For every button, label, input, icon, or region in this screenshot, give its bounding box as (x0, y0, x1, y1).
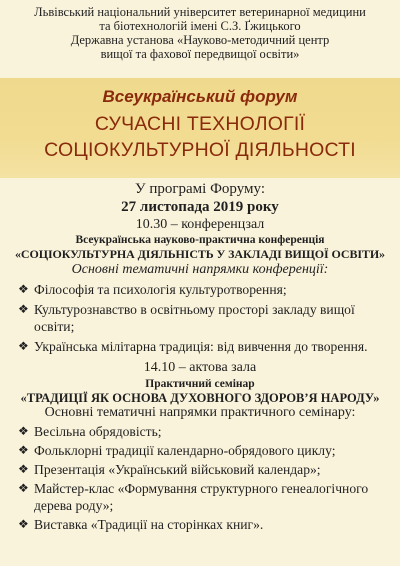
list-item (18, 480, 388, 514)
list-item-text: Презентація «Український військовий календар»; (34, 462, 321, 477)
list-item (18, 423, 388, 440)
list-item-text: Культурознавство в освітньому просторі закладу вищої освіти; (34, 302, 355, 334)
bullet-icon: ❖ (18, 424, 29, 438)
list-item-text: Виставка «Традиції на сторінках книг». (34, 517, 264, 532)
conference-topics-list (18, 281, 388, 358)
list-item-text: Весільна обрядовість; (34, 424, 162, 439)
list-item-text: Майстер-клас «Формування структурного генеалогічного дерева роду»; (34, 481, 369, 513)
bullet-icon: ❖ (18, 282, 29, 296)
bullet-icon: ❖ (18, 339, 29, 353)
list-item (18, 338, 388, 355)
bullet-icon: ❖ (18, 481, 29, 495)
forum-date: 27 листопада 2019 року (121, 199, 279, 215)
forum-title (0, 111, 400, 163)
forum-title-line: СОЦІОКУЛЬТУРНОЇ ДІЯЛЬНОСТІ (44, 139, 356, 161)
list-item (18, 301, 388, 335)
list-item-text: Філософія та психологія культуротворення; (34, 282, 287, 297)
forum-title-line: СУЧАСНІ ТЕХНОЛОГІЇ (94, 113, 306, 135)
organizer-line: Державна установа «Науково-методичний центр (70, 33, 330, 47)
seminar-name: «ТРАДИЦІЇ ЯК ОСНОВА ДУХОВНОГО ЗДОРОВ’Я НАРОДУ» (20, 391, 380, 405)
organizer-line: та біотехнологій імені С.З. Ґжицького (99, 19, 301, 33)
list-item (18, 442, 388, 459)
organizers (0, 5, 400, 61)
organizer-line: Львівський національний університет ветеринарної медицини (34, 5, 366, 19)
seminar-topics-list (18, 423, 388, 535)
program-intro: У програмі Форуму: (134, 181, 266, 197)
forum-subtitle: Всеукраїнський форум (102, 87, 298, 106)
seminar-topics-heading: Основні тематичні напрямки практичного семінару: (44, 405, 356, 420)
conference-time-place: 10.30 – конференцзал (135, 217, 265, 232)
bullet-icon: ❖ (18, 462, 29, 476)
list-item-text: Українська мілітарна традиція: від вивчення до творення. (34, 339, 368, 354)
list-item (18, 281, 388, 298)
conference-name: «СОЦІОКУЛЬТУРНА ДІЯЛЬНІСТЬ У ЗАКЛАДІ ВИЩОЇ ОСВІТИ» (15, 247, 385, 261)
seminar-time-place: 14.10 – актова зала (143, 360, 257, 375)
list-item (18, 461, 388, 478)
bullet-icon: ❖ (18, 302, 29, 316)
conference-type: Всеукраїнська науково-практична конференція (75, 234, 325, 246)
seminar-type: Практичний семінар (145, 378, 255, 390)
list-item-text: Фольклорні традиції календарно-обрядового циклу; (34, 443, 336, 458)
list-item (18, 516, 388, 533)
conference-topics-heading: Основні тематичні напрямки конференції: (71, 262, 329, 277)
bullet-icon: ❖ (18, 517, 29, 531)
organizer-line: вищої та фахової передвищої освіти» (100, 47, 300, 61)
bullet-icon: ❖ (18, 443, 29, 457)
